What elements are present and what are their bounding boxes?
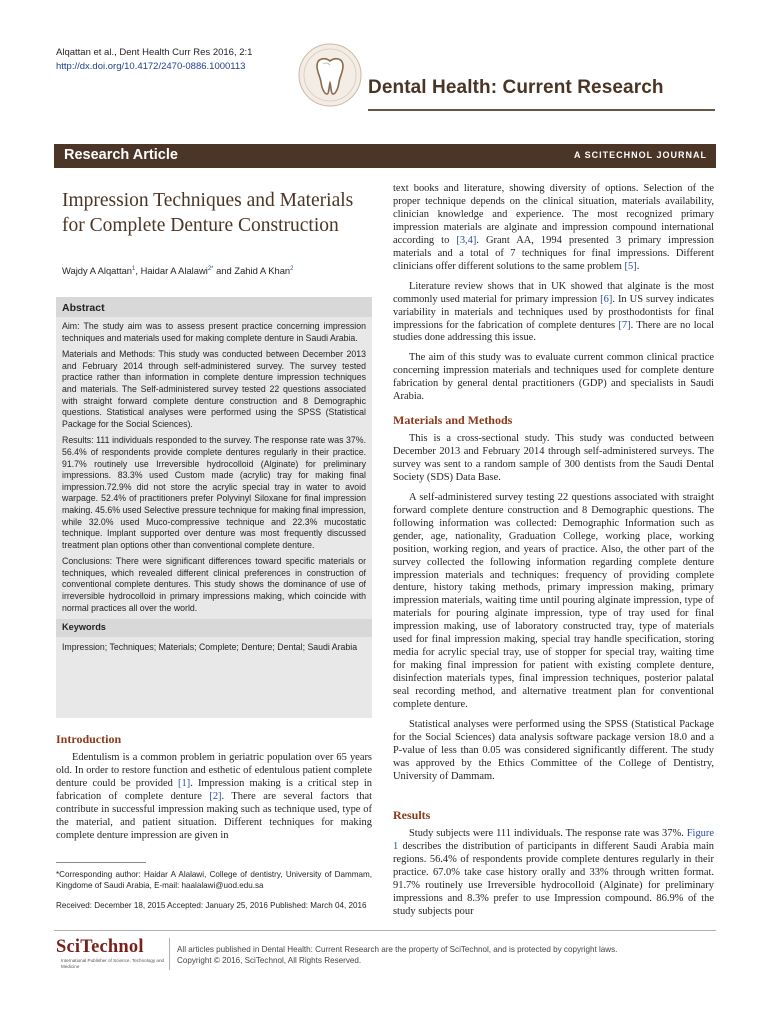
rights-statement: All articles published in Dental Health: Current Research are the property of SciTechnol, and is protected by copyright laws. (177, 945, 618, 954)
citation-link[interactable]: [6] (600, 293, 613, 305)
body-paragraph: The aim of this study was to evaluate current common clinical practice concerning impression materials and techniques used for complete denture fabrication by general dental practitioners (GDP) and specialists in Saudi Arabia. (393, 352, 714, 403)
author-name[interactable]: Wajdy A Alqattan (62, 265, 133, 276)
footnote-rule (56, 862, 146, 863)
scitechnol-logo: SciTechnol (56, 937, 144, 957)
journal-name: Dental Health: Current Research (368, 77, 664, 98)
author-name[interactable]: Zahid A Khan (234, 265, 291, 276)
citation-link[interactable]: [3,4] (456, 234, 477, 246)
copyright-notice (177, 944, 722, 966)
citation-link[interactable]: [2] (209, 790, 222, 802)
author-separator: , (135, 265, 141, 276)
abstract-body (62, 321, 366, 658)
abstract-heading: Abstract (56, 297, 372, 317)
abstract-box (56, 297, 372, 718)
tooth-logo-icon (297, 42, 363, 108)
methods-body (393, 433, 714, 791)
right-column-body (393, 183, 714, 411)
body-paragraph: Statistical analyses were performed using the SPSS (Statistical Package for the Social Sciences) data analysis software package version 18.0 and a P-value of less than 0.05 was considered significantly different. The study was approved by the Ethics Committee of the College of Dentistry, University of Dammam. (393, 719, 714, 782)
citation-link[interactable]: [5] (624, 260, 637, 272)
body-paragraph: Study subjects were 111 individuals. The response rate was 37%. Figure 1 describes the distribution of participants in different Saudi Arabia main regions. 56.4% of respondents provide complete dentures regularly in their practice. 67.0% take case history orally and 33% through written format. 91.7% routinely use Irreversible hydrocolloid (Alginate) for preliminary impressions and 8.3% prefer to use Impression compound. 86.9% of the study subjects pour (393, 828, 714, 917)
body-paragraph: A self-administered survey testing 22 questions associated with straight forward complete denture construction and 8 Demographic questions. The following information was collected: Demographic Information such as gender, age, nationality, Graduation College, working place, working position, working region, and years of practice. Also, the other part of the survey collected the following information regarding complete denture impression materials and techniques: frequency of providing complete denture, history taking methods, primary impression making, primary impression materials, waiting time until pouring alginate impression, type of materials for pouring alginate impression, type of tray used for final impression making, use of laboratory constructed tray, type of materials used for final impression making, special tray handle specification, storing media for acrylic special tray, use of stopper for special tray, waiting time for making final impression for patient with existing complete denture, disinfection materials types, final impression techniques, posterior palatal seal recording method, and alternative treatment plan for conventional complete denture. (393, 491, 714, 711)
author-affiliation: 2* (207, 265, 214, 272)
citation-link[interactable]: [7] (618, 319, 631, 331)
abstract-results: Results: 111 individuals responded to the survey. The response rate was 37%. 56.4% of respondents provide complete dentures regularly in their practice. 91.7% routinely use Irreversible hydrocolloid (Alginate) for preliminary impressions. 83.3% used Custom made (acrylic) tray for making final impression.72.9% did not store the acrylic special tray in water to avoid warpage. 52.4% of practitioners prefer Polyvinyl Siloxane for final impression making. 45.6% used Selective pressure technique for making final impression, while 32.0% used Muco-compressive technique and 22.3% mucostatic technique. Implant supported over denture was most frequently discussed treatment plan options other than conventional complete denture. (62, 435, 366, 550)
footnote (56, 869, 372, 911)
body-paragraph: Literature review shows that in UK showed that alginate is the most commonly used material for primary impression [6]. In US survey indicates variability in materials and techniques used by prosthodontists for final impressions for the fabrication of complete dentures [7]. There are no local studies done addressing this issue. (393, 280, 714, 344)
author-affiliation: 1 (132, 265, 136, 272)
citation-block (56, 46, 252, 74)
body-paragraph: text books and literature, showing diversity of options. Selection of the proper technique depends on the clinical situation, materials availability, clinician knowledge and experience. The most recognized primary impression materials are alginate and impression compound international according to [3,4]. Grant AA, 1994 presented 3 primary impression materials and a total of 7 techniques for final impressions. Different clinicians offer different solutions to the same problem [5]. (393, 183, 714, 272)
footer-separator (169, 938, 170, 970)
abstract-aim: Aim: The study aim was to assess present practice concerning impression techniques and materials used for making complete denture in Saudi Arabia. (62, 321, 366, 343)
body-paragraph: This is a cross-sectional study. This study was conducted between December 2013 and February 2014 through self-administered surveys. The survey was sent to a random sample of 300 dentists from the Saudi Dental Society (SDS) Data Base. (393, 433, 714, 483)
results-body (393, 828, 714, 926)
article-type: Research Article (64, 147, 178, 163)
introduction-paragraph: Edentulism is a common problem in geriatric population over 65 years old. In order to restore function and esthetic of edentulous patient complete denture could be provided [1]. Impression making is a critical step in fabrication of complete denture [2]. There are several factors that contribute in successful impression making such as technique used, type of the material, and patient situation. Different techniques for making complete denture impression are given in (56, 752, 373, 841)
author-list (62, 265, 293, 276)
methods-heading: Materials and Methods (393, 413, 513, 427)
keywords-list: Impression; Techniques; Materials; Complete; Denture; Dental; Saudi Arabia (62, 641, 358, 652)
keywords-heading: Keywords (56, 619, 372, 637)
copyright-line: Copyright © 2016, SciTechnol, All Rights Reserved. (177, 956, 362, 965)
scitechnol-tagline: International Publisher of Science, Technology and Medicine (61, 958, 165, 969)
introduction-body (56, 752, 372, 850)
results-heading: Results (393, 808, 431, 822)
doi-link[interactable]: http://dx.doi.org/10.4172/2470-0886.1000113 (56, 61, 246, 72)
corresponding-author: *Corresponding author: Haidar A Alalawi, College of dentistry, University of Dammam, Kingdome of Saudi Arabia, E-mail: haalalawi@uod.edu.sa (56, 870, 372, 890)
publisher-tag: A SCITECHNOL JOURNAL (573, 150, 707, 160)
author-separator: and (213, 265, 235, 276)
citation-text: Alqattan et al., Dent Health Curr Res 2016, 2:1 (56, 47, 253, 58)
figure-link[interactable]: Figure 1 (393, 828, 714, 852)
citation-link[interactable]: [1] (178, 777, 191, 789)
article-title: Impression Techniques and Materials for Complete Denture Construction (62, 190, 354, 236)
article-banner (54, 144, 716, 168)
introduction-heading: Introduction (56, 732, 122, 746)
abstract-methods: Materials and Methods: This study was conducted between December 2013 and February 2014 through self-administered survey. The survey tested practice rather than information in complete denture impression techniques and materials. The Self-administered survey tested 22 questions associated with straight forward complete denture construction and 8 Demographic questions. Statistical analyses were performed using the SPSS (Statistical Package for the Social Sciences). (62, 349, 366, 429)
author-name[interactable]: Haidar A Alalawi (140, 265, 208, 276)
footer-rule (54, 930, 716, 931)
received-dates: Received: December 18, 2015 Accepted: January 25, 2016 Published: March 04, 2016 (56, 901, 367, 910)
abstract-conclusions: Conclusions: There were significant differences toward specific materials or techniques, which revealed different clinical preferences in construction of conventional complete dentures. This study shows the dominance of use of irreversible hydrocolloid in primary impressions making, which coincide with normal practices all over the world. (62, 556, 366, 613)
header-rule (368, 109, 715, 111)
author-affiliation: 2 (290, 265, 294, 272)
